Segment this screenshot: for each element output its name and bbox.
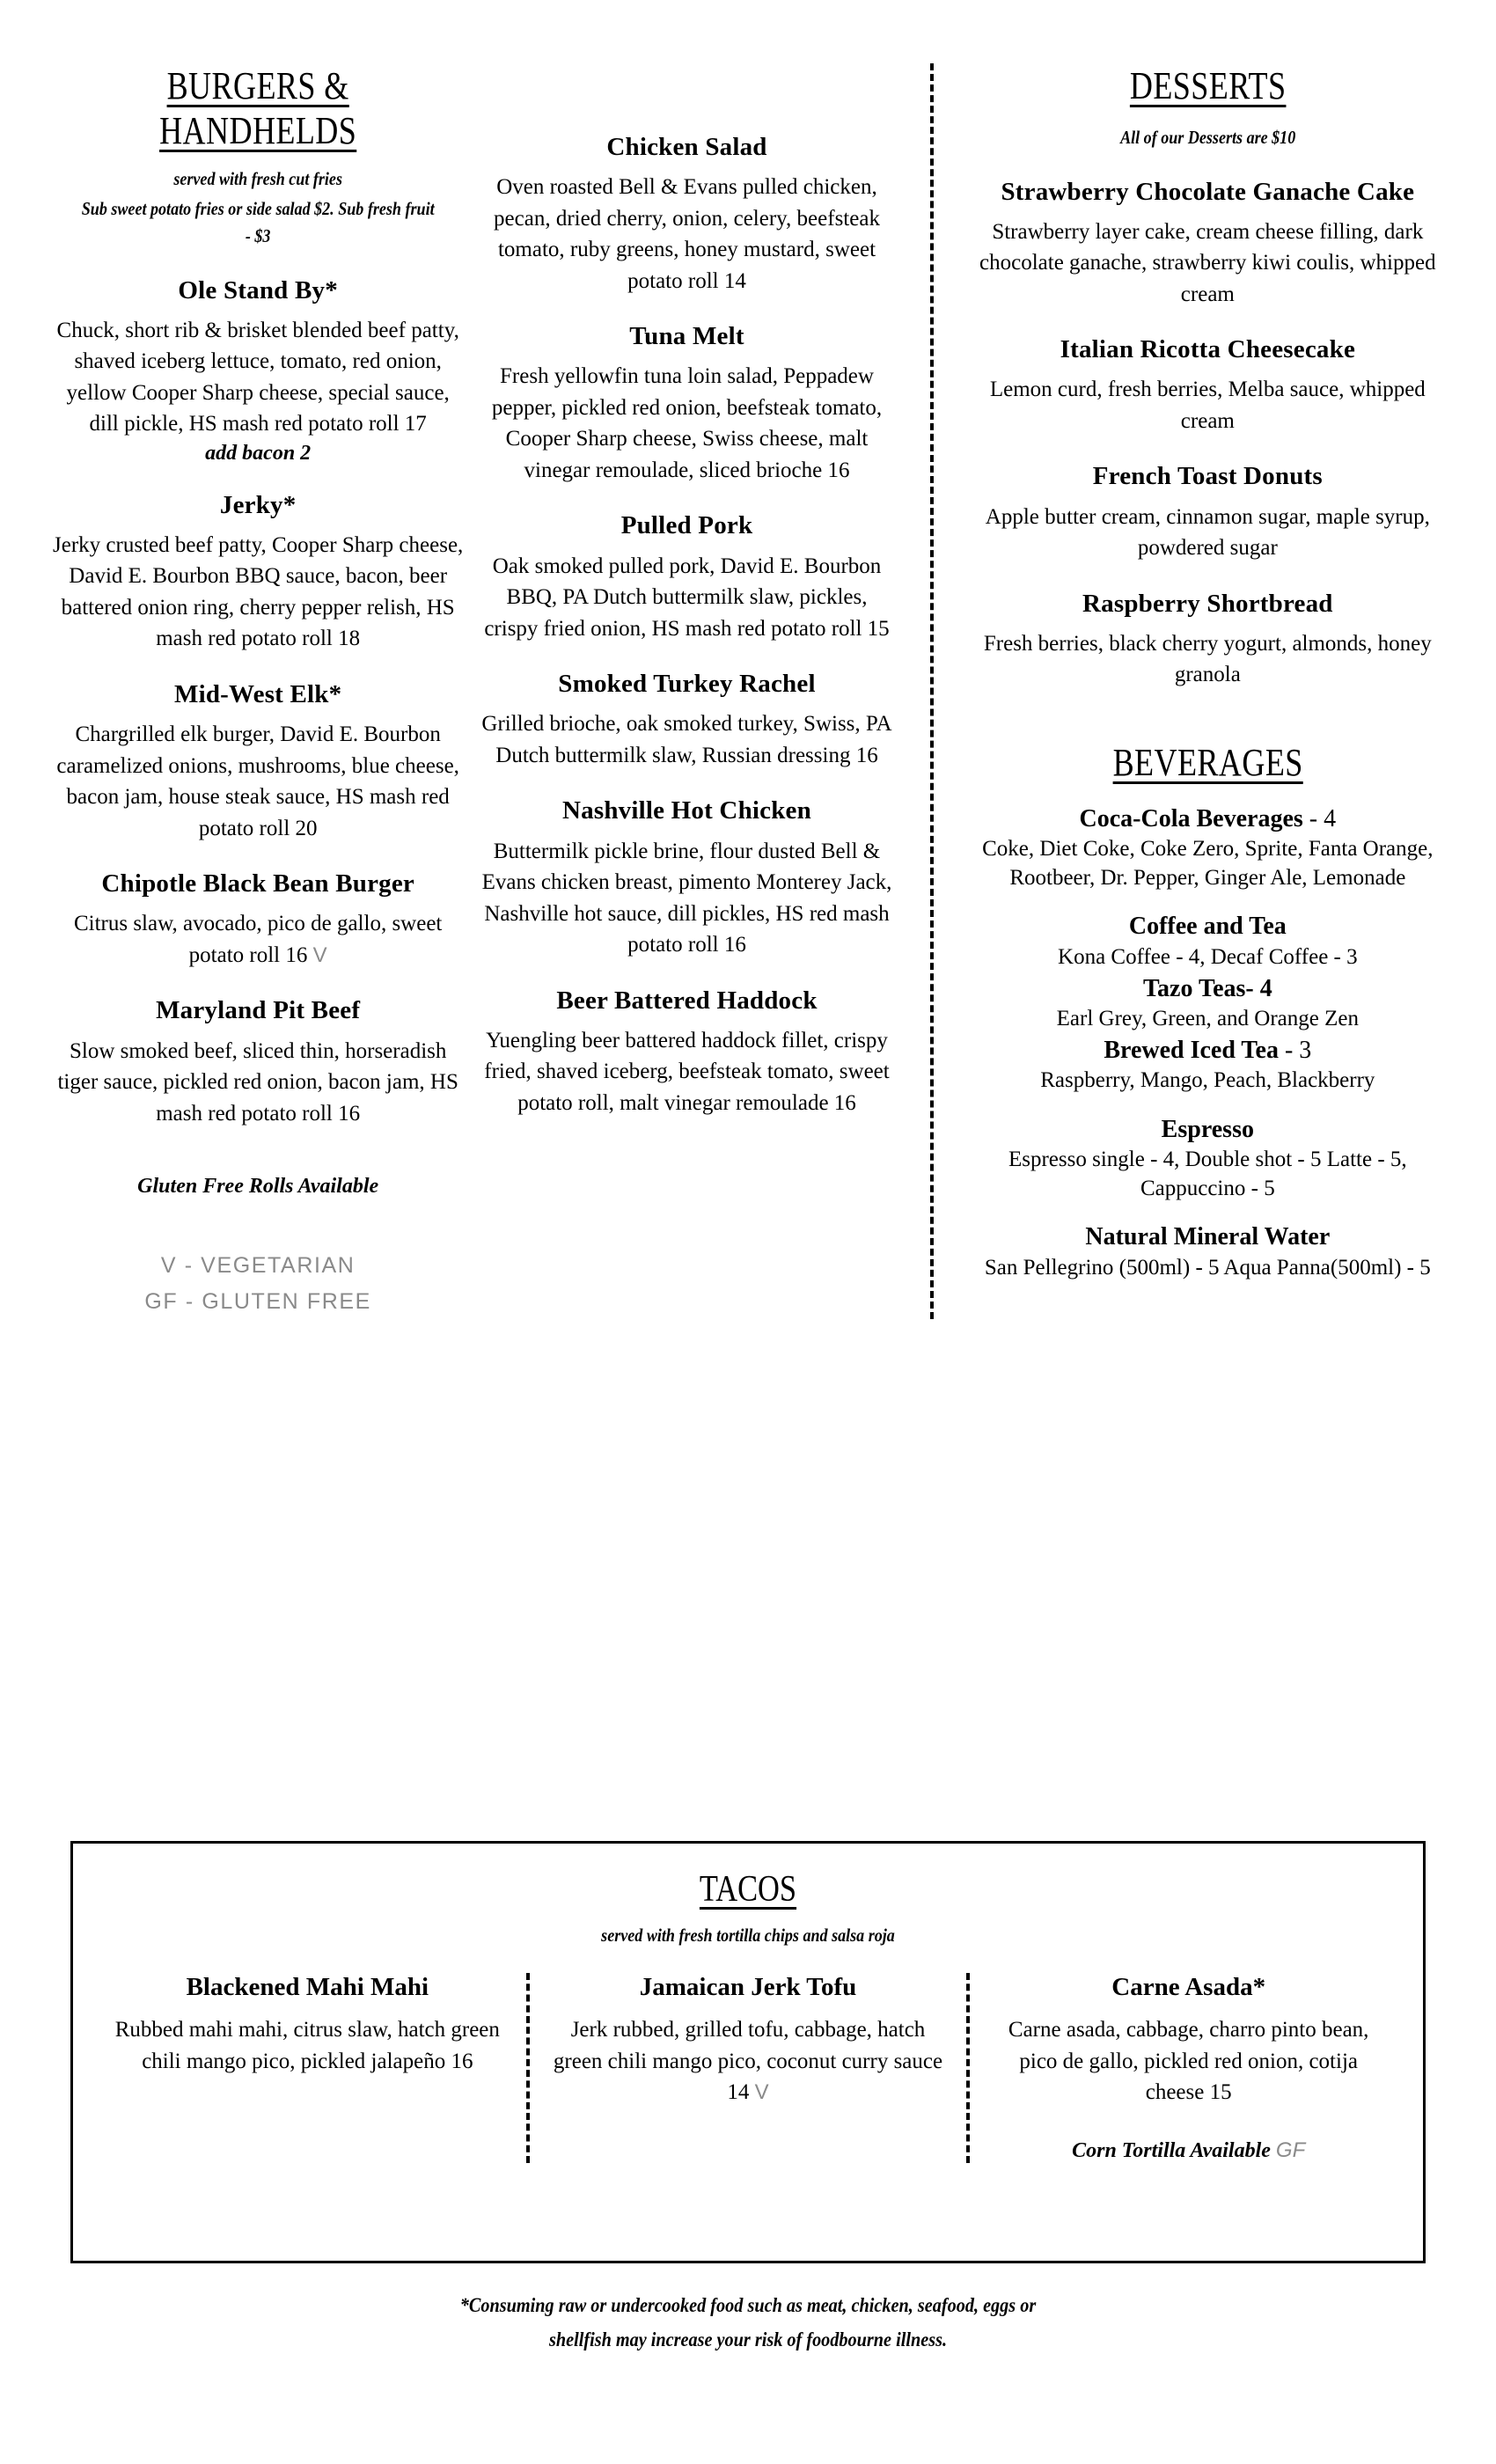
item-name: Chicken Salad	[606, 133, 767, 161]
beverage-group[interactable]	[974, 804, 1441, 893]
footer-disclaimer	[0, 2288, 1496, 2357]
beverages-section-title: BEVERAGES	[1112, 740, 1303, 784]
item-name: Chipotle Black Bean Burger	[101, 869, 414, 898]
vegetarian-tag: V	[754, 2080, 769, 2104]
menu-item[interactable]	[966, 1973, 1407, 2163]
menu-item[interactable]	[526, 1973, 967, 2163]
beverage-group-name: Brewed Iced Tea	[1104, 1036, 1279, 1064]
item-name: Maryland Pit Beef	[156, 996, 361, 1025]
tacos-section	[70, 1841, 1426, 2263]
beverage-group-list: Kona Coffee - 4, Decaf Coffee - 3	[1058, 945, 1358, 970]
beverage-group-name: Coca-Cola Beverages	[1079, 804, 1303, 832]
disclaimer-line-2: shellfish may increase your risk of foodbourne illness.	[548, 2328, 948, 2351]
item-name: Blackened Mahi Mahi	[186, 1973, 429, 2001]
beverage-group[interactable]	[974, 1036, 1441, 1096]
menu-item[interactable]	[974, 589, 1441, 691]
beverage-group-heading	[974, 1222, 1441, 1252]
menu-item[interactable]	[974, 334, 1441, 436]
item-name: Strawberry Chocolate Ganache Cake	[1001, 177, 1415, 206]
item-name: Tuna Melt	[629, 322, 744, 351]
beverage-group[interactable]	[974, 974, 1441, 1034]
item-name: French Toast Donuts	[1092, 462, 1323, 491]
beverage-group[interactable]	[974, 1115, 1441, 1204]
menu-item[interactable]	[479, 321, 894, 486]
disclaimer-line-1: *Consuming raw or undercooked food such as meat, chicken, seafood, eggs or	[459, 2294, 1037, 2316]
item-description: Fresh yellowfin tuna loin salad, Peppadew pepper, pickled red onion, beefsteak tomato, Cooper Sharp cheese, Swiss cheese, malt vinegar remoulade, sliced brioche 16	[491, 364, 883, 482]
item-description	[51, 908, 465, 971]
menu-item[interactable]	[974, 177, 1441, 311]
beverage-group[interactable]	[974, 1222, 1441, 1282]
beverage-group[interactable]	[974, 912, 1441, 972]
menu-item[interactable]	[51, 995, 465, 1129]
menu-item[interactable]	[51, 490, 465, 655]
burgers-left-column	[46, 63, 470, 1319]
beverage-group-price: - 4	[1302, 804, 1337, 832]
item-description	[547, 2014, 950, 2108]
beverage-group-list: Raspberry, Mango, Peach, Blackberry	[1040, 1068, 1375, 1093]
beverage-group-heading	[974, 912, 1441, 942]
burgers-subtitle-2: Sub sweet potato fries or side salad $2. Sub fresh fruit - $3	[81, 197, 435, 246]
tacos-section-title: TACOS	[699, 1869, 797, 1910]
menu-item[interactable]	[89, 1973, 526, 2163]
item-description: Chargrilled elk burger, David E. Bourbon caramelized onions, mushrooms, blue cheese, bacon jam, house steak sauce, HS mash red potato roll 20	[56, 722, 459, 840]
item-name: Smoked Turkey Rachel	[558, 670, 816, 699]
dietary-legend	[51, 1248, 465, 1319]
beverage-group-name: Coffee and Tea	[1128, 913, 1287, 941]
legend-gluten-free: GF - GLUTEN FREE	[144, 1288, 371, 1314]
item-description: Grilled brioche, oak smoked turkey, Swiss, PA Dutch buttermilk slaw, Russian dressing 16	[481, 712, 892, 767]
menu-item[interactable]	[479, 986, 894, 1119]
menu-item[interactable]	[51, 869, 465, 971]
beverage-group-name: Natural Mineral Water	[1085, 1223, 1331, 1251]
item-description: Apple butter cream, cinnamon sugar, maple syrup, powdered sugar	[985, 504, 1430, 561]
burgers-subtitle-1: served with fresh cut fries	[173, 168, 342, 189]
vegetarian-tag: V	[312, 942, 327, 967]
tacos-subtitle: served with fresh tortilla chips and salsa roja	[601, 1925, 895, 1946]
beverage-group-name: Tazo Teas- 4	[1142, 974, 1272, 1002]
item-description-text: Citrus slaw, avocado, pico de gallo, sweet potato roll 16	[73, 912, 443, 967]
item-addon-note: add bacon 2	[205, 441, 312, 465]
beverage-group-name: Espresso	[1161, 1115, 1254, 1143]
item-description: Slow smoked beef, sliced thin, horseradish tiger sauce, pickled red onion, bacon jam, HS mash red potato roll 16	[57, 1038, 458, 1126]
item-description: Buttermilk pickle brine, flour dusted Bell & Evans chicken breast, pimento Monterey Jack, Nashville hot sauce, dill pickles, HS red mash potato roll 16	[481, 839, 892, 957]
beverage-group-list: Espresso single - 4, Double shot - 5 Latte - 5, Cappuccino - 5	[1008, 1148, 1407, 1200]
beverage-group-heading	[974, 974, 1441, 1004]
beverage-group-list: Coke, Diet Coke, Coke Zero, Sprite, Fanta Orange, Rootbeer, Dr. Pepper, Ginger Ale, Lemonade	[982, 837, 1434, 890]
menu-item[interactable]	[51, 679, 465, 844]
desserts-section-title: DESSERTS	[1129, 64, 1287, 107]
item-name: Pulled Pork	[620, 511, 753, 540]
menu-item[interactable]	[479, 669, 894, 771]
beverage-group-list: Earl Grey, Green, and Orange Zen	[1056, 1007, 1359, 1031]
item-description: Oven roasted Bell & Evans pulled chicken, pecan, dried cherry, onion, celery, beefsteak tomato, ruby greens, honey mustard, sweet potato roll 14	[494, 175, 880, 293]
desserts-beverages-column	[930, 63, 1450, 1319]
menu-item[interactable]	[479, 796, 894, 960]
item-name: Carne Asada*	[1111, 1973, 1266, 2001]
item-name: Raspberry Shortbread	[1082, 589, 1333, 618]
item-description: Oak smoked pulled pork, David E. Bourbon BBQ, PA Dutch buttermilk slaw, pickles, crispy fried onion, HS mash red potato roll 15	[484, 554, 890, 641]
desserts-subtitle: All of our Desserts are $10	[1119, 127, 1295, 148]
gluten-free-tag: GF	[1275, 2138, 1306, 2162]
corn-tortilla-note	[987, 2138, 1390, 2163]
legend-vegetarian: V - VEGETARIAN	[160, 1253, 356, 1279]
item-name: Jerky*	[219, 490, 297, 519]
burgers-middle-column	[470, 63, 903, 1319]
item-description: Carne asada, cabbage, charro pinto bean, pico de gallo, pickled red onion, cotija cheese 15	[1008, 2018, 1369, 2104]
item-description-text: Jerk rubbed, grilled tofu, cabbage, hatch green chili mango pico, coconut curry sauce 14	[553, 2018, 943, 2104]
item-description: Chuck, short rib & brisket blended beef patty, shaved iceberg lettuce, tomato, red onion, yellow Cooper Sharp cheese, special sauce, dill pickle, HS mash red potato roll 17	[56, 318, 459, 436]
item-name: Italian Ricotta Cheesecake	[1060, 335, 1356, 364]
menu-item[interactable]	[479, 510, 894, 644]
item-description: Rubbed mahi mahi, citrus slaw, hatch green chili mango pico, pickled jalapeño 16	[114, 2018, 500, 2073]
beverage-group-heading	[974, 1115, 1441, 1145]
beverage-group-heading	[974, 1036, 1441, 1066]
gluten-free-rolls-note: Gluten Free Rolls Available	[137, 1175, 379, 1199]
item-name: Jamaican Jerk Tofu	[639, 1973, 857, 2001]
corn-tortilla-note-text: Corn Tortilla Available	[1072, 2138, 1271, 2162]
item-name: Ole Stand By*	[178, 275, 338, 304]
menu-item[interactable]	[479, 132, 894, 297]
tacos-columns	[73, 1973, 1423, 2163]
item-name: Mid-West Elk*	[174, 679, 342, 708]
menu-item[interactable]	[51, 275, 465, 466]
item-name: Beer Battered Haddock	[556, 986, 818, 1015]
beverage-group-price: - 3	[1278, 1036, 1312, 1064]
item-description: Strawberry layer cake, cream cheese filling, dark chocolate ganache, strawberry kiwi coulis, whipped cream	[979, 219, 1436, 306]
beverage-group-list: San Pellegrino (500ml) - 5 Aqua Panna(500ml) - 5	[984, 1255, 1431, 1280]
item-description: Jerky crusted beef patty, Cooper Sharp cheese, David E. Bourbon BBQ sauce, bacon, beer battered onion ring, cherry pepper relish, HS mash red potato roll 18	[53, 532, 464, 651]
item-description: Lemon curd, fresh berries, Melba sauce, whipped cream	[989, 378, 1426, 433]
item-name: Nashville Hot Chicken	[562, 796, 811, 825]
burgers-section-title: BURGERS & HANDHELDS	[159, 64, 357, 152]
item-description: Fresh berries, black cherry yogurt, almonds, honey granola	[983, 631, 1432, 687]
beverage-group-heading	[974, 804, 1441, 834]
menu-item[interactable]	[974, 461, 1441, 563]
item-description: Yuengling beer battered haddock fillet, crispy fried, shaved iceberg, beefsteak tomato, sweet potato roll, malt vinegar remoulade 16	[484, 1028, 890, 1115]
